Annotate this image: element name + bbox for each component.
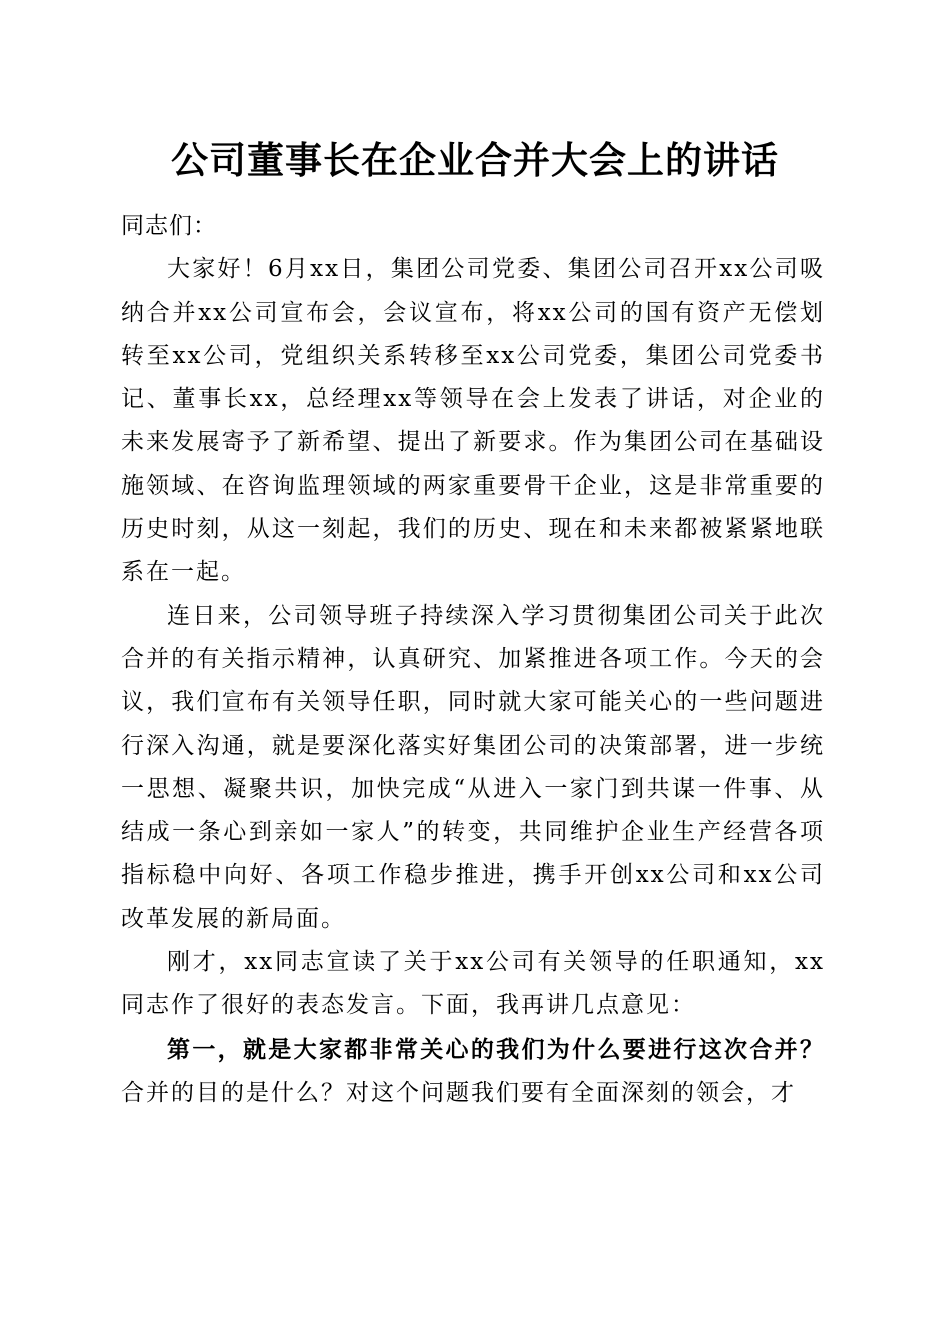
greeting: 同志们： bbox=[121, 213, 217, 239]
paragraph-4-lead: 第一，就是大家都非常关心的我们为什么要进行这次合并？ bbox=[167, 1035, 825, 1063]
document-title: 公司董事长在企业合并大会上的讲话 bbox=[171, 138, 779, 182]
paragraph-1: 大家好！6月xx日，集团公司党委、集团公司召开xx公司吸纳合并xx公司宣布会，会议宣布，将xx公司的国有资产无偿划转至xx公司，党组织关系转移至xx公司党委，集团公司党委书记、董事长xx，总经理xx等领导在会上发表了讲话，对企业的未来发展寄予了新希望、提出了新要求。作为集团公司在基础设施领域、在咨询监理领域的两家重要骨干企业，这是非常重要的历史时刻，从这一刻起，我们的历史、现在和未来都被紧紧地联系在一起。 bbox=[121, 256, 825, 586]
paragraph-4 bbox=[121, 1028, 825, 1116]
paragraph-4-rest: 合并的目的是什么？对这个问题我们要有全面深刻的领会，才 bbox=[121, 1079, 796, 1106]
paragraph-3: 刚才，xx同志宣读了关于xx公司有关领导的任职通知，xx同志作了很好的表态发言。下面，我再讲几点意见： bbox=[121, 949, 825, 1019]
paragraph-2: 连日来，公司领导班子持续深入学习贯彻集团公司关于此次合并的有关指示精神，认真研究、加紧推进各项工作。今天的会议，我们宣布有关领导任职，同时就大家可能关心的一些问题进行深入沟通，就是要深化落实好集团公司的决策部署，进一步统一思想、凝聚共识，加快完成“从进入一家门到共谋一件事、从结成一条心到亲如一家人”的转变，共同维护企业生产经营各项指标稳中向好、各项工作稳步推进，携手开创xx公司和xx公司改革发展的新局面。 bbox=[121, 602, 825, 932]
document-body bbox=[121, 205, 825, 1115]
